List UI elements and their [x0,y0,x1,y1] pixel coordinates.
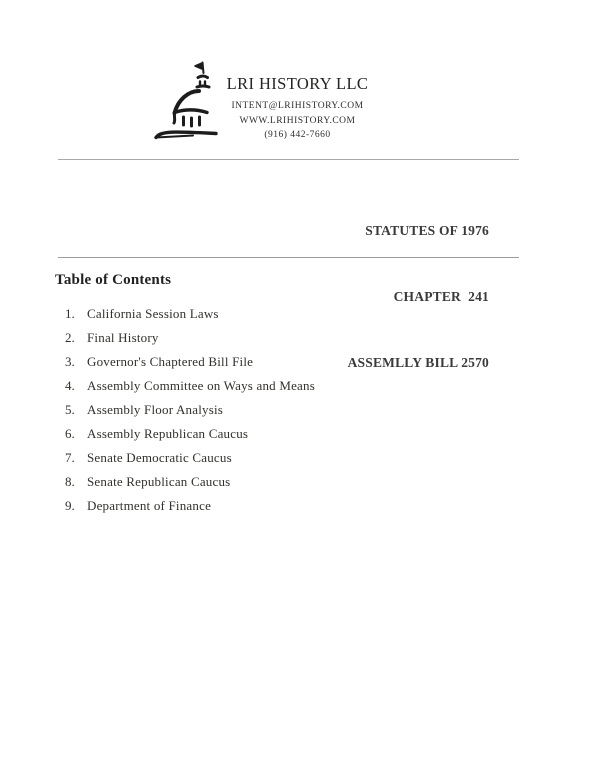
toc-item-label: Assembly Republican Caucus [87,426,249,441]
toc-item [65,422,315,446]
toc-item [65,374,315,398]
ref-chapter-line: CHAPTER 241 [393,289,489,304]
company-name: LRI HISTORY LLC [226,74,369,93]
toc-item [65,302,315,326]
company-email: INTENT@LRIHISTORY.COM [231,101,364,111]
bill-reference [348,176,489,418]
letterhead-text [210,74,385,143]
toc-title: Table of Contents [55,272,172,288]
toc-item [65,494,315,518]
toc-item-label: California Session Laws [87,306,219,321]
toc-item-number: 3. [65,354,75,369]
toc-item-label: Assembly Committee on Ways and Means [87,378,315,393]
toc-item-label: Senate Republican Caucus [87,474,231,489]
ref-statutes-line: STATUTES OF 1976 [365,223,489,238]
toc-item-number: 4. [65,378,75,393]
toc-item [65,326,315,350]
toc-item-number: 9. [65,498,75,513]
toc-item-label: Governor's Chaptered Bill File [87,354,254,369]
divider-bottom [58,257,519,258]
toc-item [65,446,315,470]
toc-item-number: 8. [65,474,75,489]
toc-item-number: 5. [65,402,75,417]
toc-item-label: Final History [87,330,159,345]
toc-item-number: 6. [65,426,75,441]
toc-item-number: 7. [65,450,75,465]
company-website: WWW.LRIHISTORY.COM [239,115,356,126]
toc-item [65,350,315,374]
toc-list [65,302,315,518]
toc-item-label: Senate Democratic Caucus [87,450,232,465]
ref-bill-line: ASSEMLLY BILL 2570 [347,355,489,370]
capitol-dome-logo-icon [141,59,219,143]
company-phone: (916) 442-7660 [264,130,331,140]
toc-item-label: Department of Finance [87,498,212,513]
divider-top [58,159,519,160]
toc-item-number: 1. [65,306,75,321]
toc-item [65,470,315,494]
toc-item [65,398,315,422]
toc-item-number: 2. [65,330,75,345]
toc-item-label: Assembly Floor Analysis [87,402,224,417]
